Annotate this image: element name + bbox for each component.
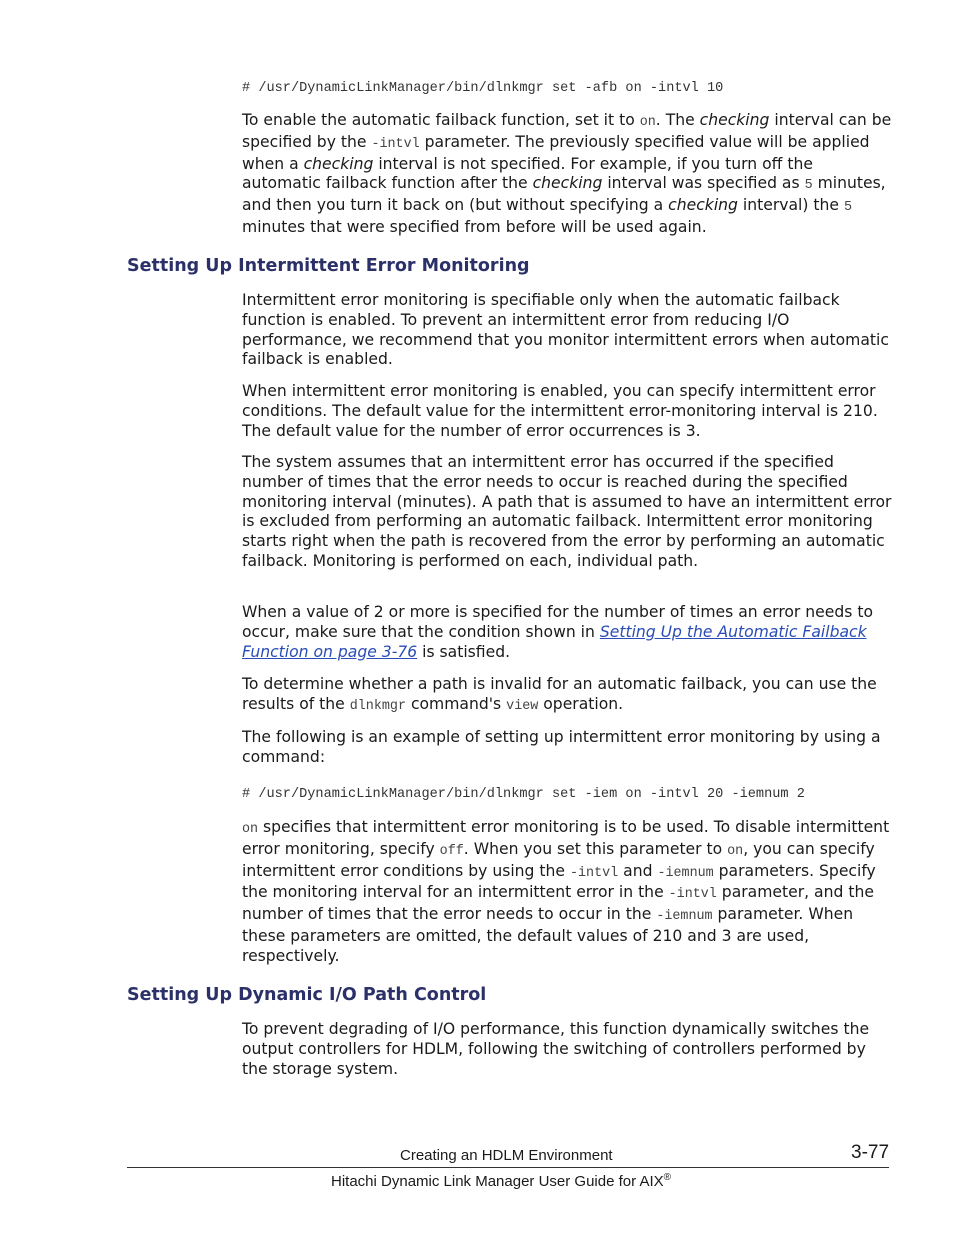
- registered-mark: ®: [663, 1172, 672, 1183]
- paragraph-intermittent-assumption: The system assumes that an intermittent error has occurred if the specified number of times that the error needs to occur is reached during the specified monitoring interval (minutes). A path that is assumed to have an intermittent error is excluded from performing an automatic failback. Intermittent error monitoring starts right when the path is recovered from the error by performing an automatic failback. Monitoring is performed on each, individual path.: [242, 453, 892, 570]
- footer-book-title: Hitachi Dynamic Link Manager User Guide for AIX®: [331, 1172, 672, 1190]
- paragraph-example-intro: The following is an example of setting up intermittent error monitoring by using a command:: [242, 728, 881, 766]
- footer-page-number: 3-77: [851, 1142, 890, 1163]
- paragraph-dynamic-io: To prevent degrading of I/O performance, this function dynamically switches the output controllers for HDLM, following the switching of controllers performed by the storage system.: [242, 1020, 870, 1078]
- link-setting-up-automatic-failback[interactable]: Setting Up the Automatic Failback Function on page 3-76: [242, 622, 867, 661]
- section-heading-dynamic-io: Setting Up Dynamic I/O Path Control: [127, 985, 487, 1005]
- paragraph-intermittent-conditions: When intermittent error monitoring is enabled, you can specify intermittent error conditions. The default value for the intermittent error-monitoring interval is 210. The default value for the number of error occurrences is 3.: [242, 382, 878, 440]
- code-example-iem: # /usr/DynamicLinkManager/bin/dlnkmgr set -iem on -intvl 20 -iemnum 2: [242, 787, 805, 802]
- footer-chapter-title: Creating an HDLM Environment: [400, 1147, 613, 1164]
- paragraph-condition-reference: When a value of 2 or more is specified for the number of times an error needs to occur, make sure that the condition shown in Setting Up the Automatic Failback Function on page 3-76 is satisfied.: [242, 603, 873, 661]
- paragraph-view-operation: To determine whether a path is invalid for an automatic failback, you can use the results of the dlnkmgr command's view operation.: [242, 675, 877, 714]
- footer-divider: [127, 1167, 889, 1168]
- code-example-afb: # /usr/DynamicLinkManager/bin/dlnkmgr set -afb on -intvl 10: [242, 81, 724, 96]
- failback-paragraph: To enable the automatic failback function, set it to on. The checking interval can be specified by the -intvl parameter. The previously specified value will be applied when a checking interval is not specified. For example, if you turn off the automatic failback function after the checking interval was specified as 5 minutes, and then you turn it back on (but without specifying a checking interval) the 5 minutes that were specified from before will be used again.: [242, 111, 892, 236]
- section-heading-intermittent-error: Setting Up Intermittent Error Monitoring: [127, 256, 530, 276]
- paragraph-iem-parameters: on specifies that intermittent error monitoring is to be used. To disable intermittent error monitoring, specify off. When you set this parameter to on, you can specify intermittent error conditions by using the -intvl and -iemnum parameters. Specify the monitoring interval for an intermittent error in the -intvl parameter, and the number of times that the error needs to occur in the -iemnum parameter. When these parameters are omitted, the default values of 210 and 3 are used, respectively.: [242, 818, 890, 965]
- paragraph-intermittent-intro: Intermittent error monitoring is specifiable only when the automatic failback function is enabled. To prevent an intermittent error from reducing I/O performance, we recommend that you monitor intermittent errors when automatic failback is enabled.: [242, 291, 889, 369]
